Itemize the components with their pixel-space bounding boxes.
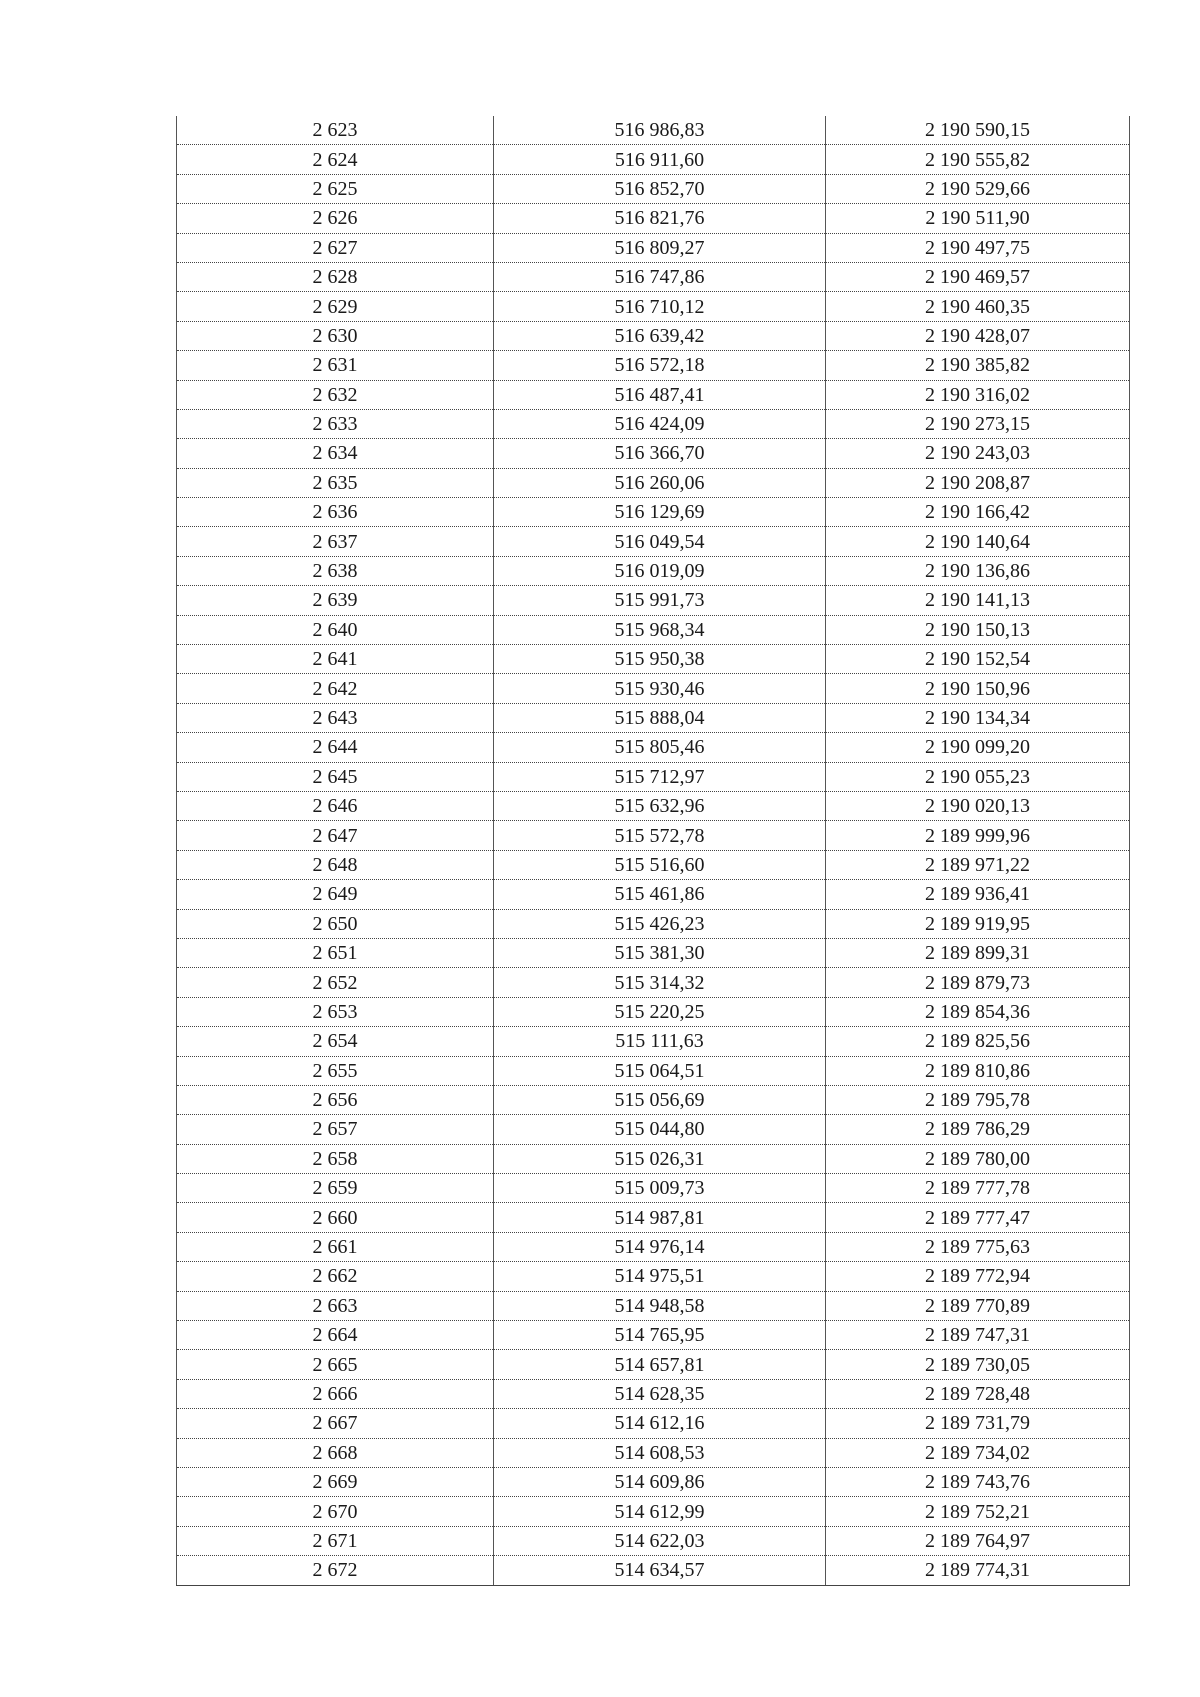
x-coordinate-cell: 515 930,46 xyxy=(494,674,826,703)
y-coordinate-cell: 2 190 555,82 xyxy=(826,145,1130,174)
x-coordinate-cell: 515 426,23 xyxy=(494,909,826,938)
table-row xyxy=(177,262,1130,291)
x-coordinate-cell: 515 044,80 xyxy=(494,1115,826,1144)
table-row xyxy=(177,233,1130,262)
x-coordinate-cell: 516 572,18 xyxy=(494,351,826,380)
y-coordinate-cell: 2 190 150,96 xyxy=(826,674,1130,703)
y-coordinate-cell: 2 190 141,13 xyxy=(826,586,1130,615)
table-row xyxy=(177,351,1130,380)
point-number-cell: 2 635 xyxy=(177,468,494,497)
x-coordinate-cell: 514 765,95 xyxy=(494,1321,826,1350)
y-coordinate-cell: 2 189 734,02 xyxy=(826,1438,1130,1467)
point-number-cell: 2 644 xyxy=(177,733,494,762)
point-number-cell: 2 645 xyxy=(177,762,494,791)
table-row xyxy=(177,586,1130,615)
y-coordinate-cell: 2 189 936,41 xyxy=(826,880,1130,909)
point-number-cell: 2 648 xyxy=(177,850,494,879)
coordinates-table-body xyxy=(177,116,1130,1585)
table-row xyxy=(177,1232,1130,1261)
point-number-cell: 2 641 xyxy=(177,645,494,674)
table-row xyxy=(177,1321,1130,1350)
x-coordinate-cell: 516 366,70 xyxy=(494,439,826,468)
x-coordinate-cell: 516 019,09 xyxy=(494,556,826,585)
table-row xyxy=(177,1115,1130,1144)
table-row xyxy=(177,321,1130,350)
point-number-cell: 2 632 xyxy=(177,380,494,409)
y-coordinate-cell: 2 190 136,86 xyxy=(826,556,1130,585)
table-row xyxy=(177,1438,1130,1467)
point-number-cell: 2 666 xyxy=(177,1379,494,1408)
x-coordinate-cell: 514 657,81 xyxy=(494,1350,826,1379)
table-row xyxy=(177,968,1130,997)
table-row xyxy=(177,850,1130,879)
table-row xyxy=(177,615,1130,644)
table-row xyxy=(177,791,1130,820)
y-coordinate-cell: 2 190 134,34 xyxy=(826,703,1130,732)
table-row xyxy=(177,1085,1130,1114)
point-number-cell: 2 652 xyxy=(177,968,494,997)
x-coordinate-cell: 515 805,46 xyxy=(494,733,826,762)
x-coordinate-cell: 515 632,96 xyxy=(494,791,826,820)
x-coordinate-cell: 515 461,86 xyxy=(494,880,826,909)
x-coordinate-cell: 516 487,41 xyxy=(494,380,826,409)
y-coordinate-cell: 2 189 764,97 xyxy=(826,1526,1130,1555)
point-number-cell: 2 668 xyxy=(177,1438,494,1467)
x-coordinate-cell: 514 628,35 xyxy=(494,1379,826,1408)
point-number-cell: 2 630 xyxy=(177,321,494,350)
table-row xyxy=(177,938,1130,967)
y-coordinate-cell: 2 190 316,02 xyxy=(826,380,1130,409)
point-number-cell: 2 633 xyxy=(177,409,494,438)
table-row xyxy=(177,439,1130,468)
point-number-cell: 2 647 xyxy=(177,821,494,850)
point-number-cell: 2 658 xyxy=(177,1144,494,1173)
y-coordinate-cell: 2 189 731,79 xyxy=(826,1409,1130,1438)
y-coordinate-cell: 2 190 529,66 xyxy=(826,174,1130,203)
x-coordinate-cell: 514 634,57 xyxy=(494,1556,826,1585)
table-row xyxy=(177,1526,1130,1555)
x-coordinate-cell: 514 975,51 xyxy=(494,1262,826,1291)
table-row xyxy=(177,380,1130,409)
point-number-cell: 2 624 xyxy=(177,145,494,174)
y-coordinate-cell: 2 189 743,76 xyxy=(826,1467,1130,1496)
x-coordinate-cell: 515 064,51 xyxy=(494,1056,826,1085)
point-number-cell: 2 623 xyxy=(177,116,494,145)
y-coordinate-cell: 2 190 243,03 xyxy=(826,439,1130,468)
point-number-cell: 2 653 xyxy=(177,997,494,1026)
y-coordinate-cell: 2 189 899,31 xyxy=(826,938,1130,967)
point-number-cell: 2 629 xyxy=(177,292,494,321)
y-coordinate-cell: 2 189 770,89 xyxy=(826,1291,1130,1320)
table-row xyxy=(177,116,1130,145)
point-number-cell: 2 670 xyxy=(177,1497,494,1526)
point-number-cell: 2 642 xyxy=(177,674,494,703)
table-row xyxy=(177,733,1130,762)
point-number-cell: 2 628 xyxy=(177,262,494,291)
point-number-cell: 2 660 xyxy=(177,1203,494,1232)
table-row xyxy=(177,997,1130,1026)
x-coordinate-cell: 515 968,34 xyxy=(494,615,826,644)
y-coordinate-cell: 2 190 166,42 xyxy=(826,498,1130,527)
y-coordinate-cell: 2 189 730,05 xyxy=(826,1350,1130,1379)
x-coordinate-cell: 516 821,76 xyxy=(494,204,826,233)
point-number-cell: 2 634 xyxy=(177,439,494,468)
x-coordinate-cell: 516 710,12 xyxy=(494,292,826,321)
point-number-cell: 2 664 xyxy=(177,1321,494,1350)
y-coordinate-cell: 2 189 786,29 xyxy=(826,1115,1130,1144)
x-coordinate-cell: 516 747,86 xyxy=(494,262,826,291)
x-coordinate-cell: 516 424,09 xyxy=(494,409,826,438)
y-coordinate-cell: 2 190 099,20 xyxy=(826,733,1130,762)
x-coordinate-cell: 515 888,04 xyxy=(494,703,826,732)
table-row xyxy=(177,1350,1130,1379)
table-row xyxy=(177,1203,1130,1232)
x-coordinate-cell: 514 609,86 xyxy=(494,1467,826,1496)
x-coordinate-cell: 514 608,53 xyxy=(494,1438,826,1467)
y-coordinate-cell: 2 190 055,23 xyxy=(826,762,1130,791)
x-coordinate-cell: 514 622,03 xyxy=(494,1526,826,1555)
point-number-cell: 2 669 xyxy=(177,1467,494,1496)
table-row xyxy=(177,204,1130,233)
x-coordinate-cell: 516 911,60 xyxy=(494,145,826,174)
table-row xyxy=(177,762,1130,791)
point-number-cell: 2 665 xyxy=(177,1350,494,1379)
y-coordinate-cell: 2 189 774,31 xyxy=(826,1556,1130,1585)
y-coordinate-cell: 2 189 728,48 xyxy=(826,1379,1130,1408)
table-row xyxy=(177,1409,1130,1438)
x-coordinate-cell: 515 009,73 xyxy=(494,1174,826,1203)
x-coordinate-cell: 516 260,06 xyxy=(494,468,826,497)
y-coordinate-cell: 2 189 772,94 xyxy=(826,1262,1130,1291)
y-coordinate-cell: 2 189 971,22 xyxy=(826,850,1130,879)
point-number-cell: 2 662 xyxy=(177,1262,494,1291)
point-number-cell: 2 639 xyxy=(177,586,494,615)
y-coordinate-cell: 2 189 780,00 xyxy=(826,1144,1130,1173)
table-row xyxy=(177,1144,1130,1173)
x-coordinate-cell: 516 049,54 xyxy=(494,527,826,556)
x-coordinate-cell: 514 612,99 xyxy=(494,1497,826,1526)
y-coordinate-cell: 2 189 825,56 xyxy=(826,1027,1130,1056)
point-number-cell: 2 651 xyxy=(177,938,494,967)
y-coordinate-cell: 2 189 810,86 xyxy=(826,1056,1130,1085)
table-row xyxy=(177,821,1130,850)
table-row xyxy=(177,145,1130,174)
point-number-cell: 2 625 xyxy=(177,174,494,203)
point-number-cell: 2 626 xyxy=(177,204,494,233)
table-row xyxy=(177,909,1130,938)
x-coordinate-cell: 516 986,83 xyxy=(494,116,826,145)
table-row xyxy=(177,703,1130,732)
y-coordinate-cell: 2 189 999,96 xyxy=(826,821,1130,850)
x-coordinate-cell: 514 948,58 xyxy=(494,1291,826,1320)
x-coordinate-cell: 515 314,32 xyxy=(494,968,826,997)
y-coordinate-cell: 2 190 208,87 xyxy=(826,468,1130,497)
y-coordinate-cell: 2 189 854,36 xyxy=(826,997,1130,1026)
y-coordinate-cell: 2 189 747,31 xyxy=(826,1321,1130,1350)
point-number-cell: 2 656 xyxy=(177,1085,494,1114)
x-coordinate-cell: 515 950,38 xyxy=(494,645,826,674)
x-coordinate-cell: 514 987,81 xyxy=(494,1203,826,1232)
y-coordinate-cell: 2 190 140,64 xyxy=(826,527,1130,556)
table-row xyxy=(177,880,1130,909)
point-number-cell: 2 636 xyxy=(177,498,494,527)
y-coordinate-cell: 2 189 795,78 xyxy=(826,1085,1130,1114)
point-number-cell: 2 650 xyxy=(177,909,494,938)
y-coordinate-cell: 2 190 385,82 xyxy=(826,351,1130,380)
point-number-cell: 2 638 xyxy=(177,556,494,585)
table-row xyxy=(177,645,1130,674)
y-coordinate-cell: 2 189 775,63 xyxy=(826,1232,1130,1261)
x-coordinate-cell: 515 056,69 xyxy=(494,1085,826,1114)
y-coordinate-cell: 2 189 777,78 xyxy=(826,1174,1130,1203)
y-coordinate-cell: 2 189 879,73 xyxy=(826,968,1130,997)
table-row xyxy=(177,1556,1130,1585)
x-coordinate-cell: 516 639,42 xyxy=(494,321,826,350)
point-number-cell: 2 672 xyxy=(177,1556,494,1585)
point-number-cell: 2 640 xyxy=(177,615,494,644)
coordinates-table xyxy=(176,116,1130,1586)
point-number-cell: 2 627 xyxy=(177,233,494,262)
x-coordinate-cell: 515 381,30 xyxy=(494,938,826,967)
table-row xyxy=(177,1497,1130,1526)
x-coordinate-cell: 516 852,70 xyxy=(494,174,826,203)
y-coordinate-cell: 2 190 428,07 xyxy=(826,321,1130,350)
x-coordinate-cell: 515 991,73 xyxy=(494,586,826,615)
point-number-cell: 2 657 xyxy=(177,1115,494,1144)
table-row xyxy=(177,292,1130,321)
point-number-cell: 2 649 xyxy=(177,880,494,909)
table-row xyxy=(177,1262,1130,1291)
table-row xyxy=(177,674,1130,703)
table-row xyxy=(177,1027,1130,1056)
y-coordinate-cell: 2 190 511,90 xyxy=(826,204,1130,233)
x-coordinate-cell: 515 111,63 xyxy=(494,1027,826,1056)
point-number-cell: 2 663 xyxy=(177,1291,494,1320)
table-row xyxy=(177,1056,1130,1085)
x-coordinate-cell: 514 976,14 xyxy=(494,1232,826,1261)
point-number-cell: 2 654 xyxy=(177,1027,494,1056)
point-number-cell: 2 667 xyxy=(177,1409,494,1438)
table-row xyxy=(177,174,1130,203)
y-coordinate-cell: 2 190 273,15 xyxy=(826,409,1130,438)
y-coordinate-cell: 2 189 752,21 xyxy=(826,1497,1130,1526)
table-row xyxy=(177,1467,1130,1496)
table-row xyxy=(177,1291,1130,1320)
y-coordinate-cell: 2 190 460,35 xyxy=(826,292,1130,321)
x-coordinate-cell: 516 129,69 xyxy=(494,498,826,527)
x-coordinate-cell: 515 572,78 xyxy=(494,821,826,850)
table-row xyxy=(177,556,1130,585)
point-number-cell: 2 631 xyxy=(177,351,494,380)
table-row xyxy=(177,409,1130,438)
table-row xyxy=(177,1379,1130,1408)
y-coordinate-cell: 2 189 919,95 xyxy=(826,909,1130,938)
table-row xyxy=(177,1174,1130,1203)
x-coordinate-cell: 515 220,25 xyxy=(494,997,826,1026)
y-coordinate-cell: 2 190 469,57 xyxy=(826,262,1130,291)
y-coordinate-cell: 2 190 152,54 xyxy=(826,645,1130,674)
y-coordinate-cell: 2 190 497,75 xyxy=(826,233,1130,262)
point-number-cell: 2 661 xyxy=(177,1232,494,1261)
point-number-cell: 2 637 xyxy=(177,527,494,556)
point-number-cell: 2 643 xyxy=(177,703,494,732)
y-coordinate-cell: 2 190 020,13 xyxy=(826,791,1130,820)
x-coordinate-cell: 515 712,97 xyxy=(494,762,826,791)
x-coordinate-cell: 515 516,60 xyxy=(494,850,826,879)
point-number-cell: 2 659 xyxy=(177,1174,494,1203)
x-coordinate-cell: 514 612,16 xyxy=(494,1409,826,1438)
x-coordinate-cell: 515 026,31 xyxy=(494,1144,826,1173)
table-row xyxy=(177,468,1130,497)
x-coordinate-cell: 516 809,27 xyxy=(494,233,826,262)
point-number-cell: 2 655 xyxy=(177,1056,494,1085)
y-coordinate-cell: 2 190 590,15 xyxy=(826,116,1130,145)
table-row xyxy=(177,527,1130,556)
point-number-cell: 2 646 xyxy=(177,791,494,820)
point-number-cell: 2 671 xyxy=(177,1526,494,1555)
y-coordinate-cell: 2 189 777,47 xyxy=(826,1203,1130,1232)
table-row xyxy=(177,498,1130,527)
y-coordinate-cell: 2 190 150,13 xyxy=(826,615,1130,644)
